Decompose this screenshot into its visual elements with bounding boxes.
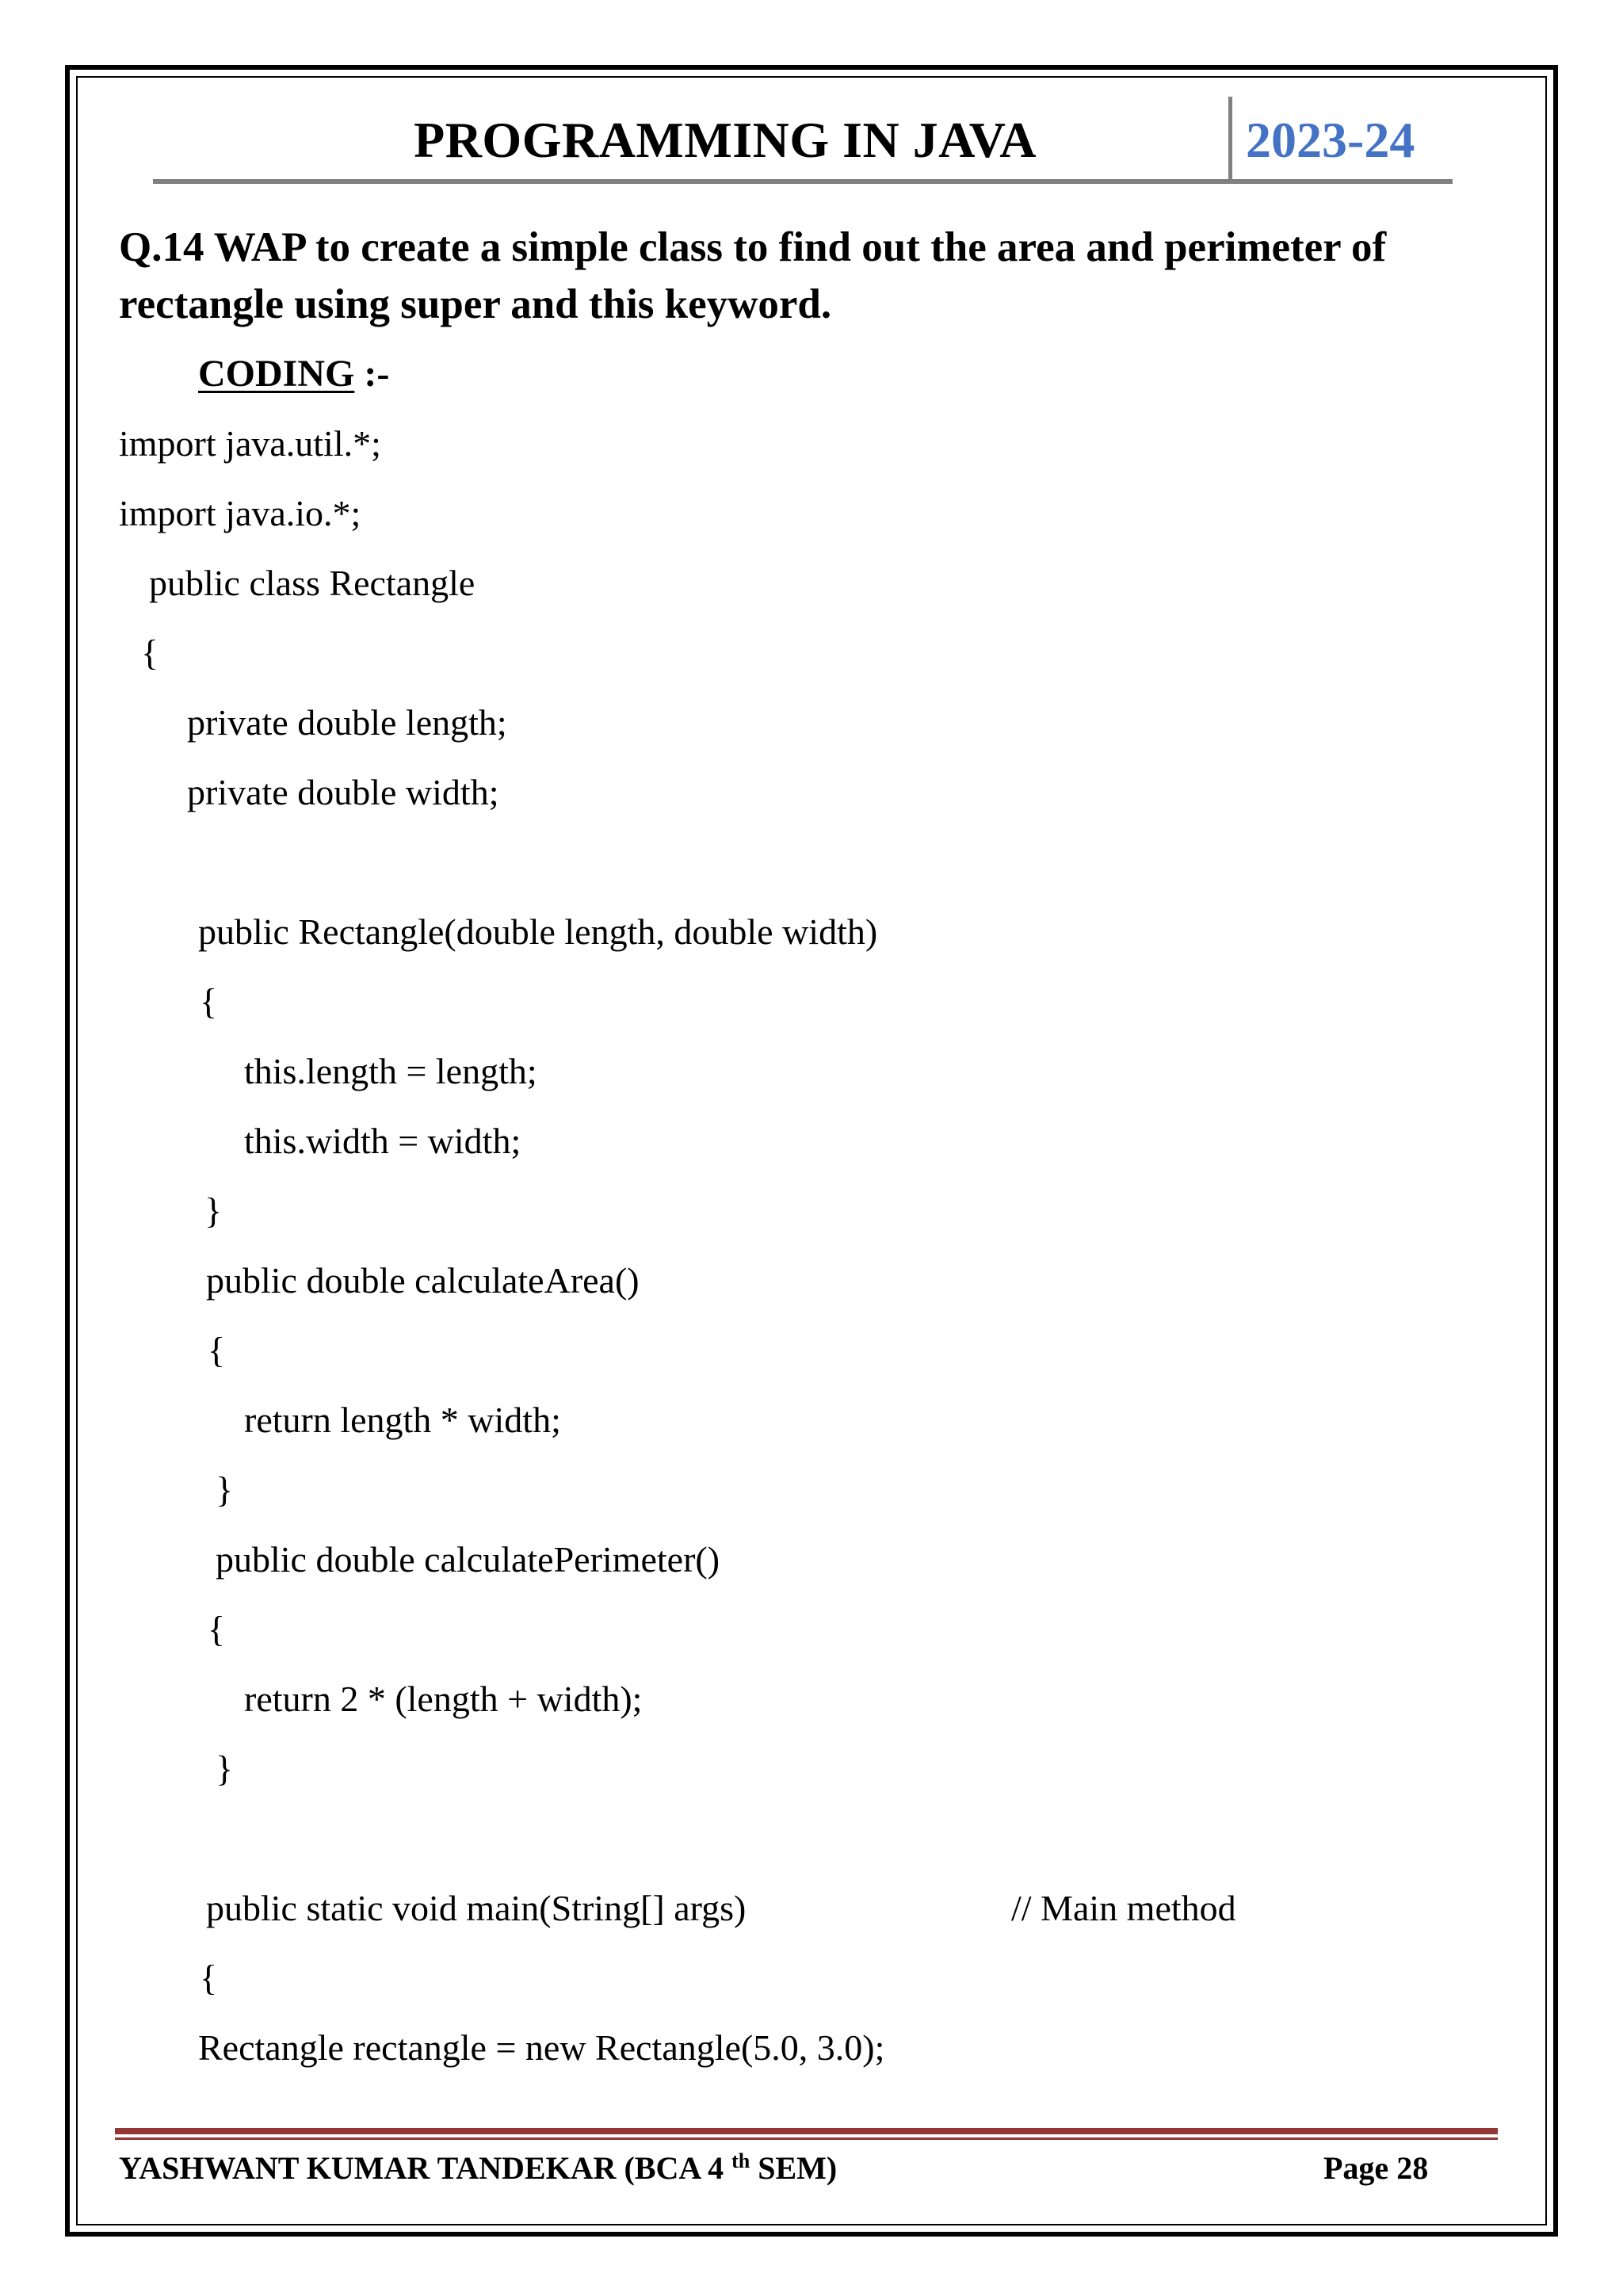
code-line: { xyxy=(208,1330,226,1370)
coding-label: CODING xyxy=(198,353,355,395)
header-title: PROGRAMMING IN JAVA xyxy=(414,112,1037,168)
code-line: public double calculatePerimeter() xyxy=(216,1539,720,1580)
code-line: private double length; xyxy=(187,702,507,743)
code-line: { xyxy=(200,981,218,1022)
code-line: private double width; xyxy=(187,772,499,812)
header-rule xyxy=(153,179,1453,184)
code-line: public static void main(String[] args) xyxy=(206,1888,747,1928)
header-year: 2023-24 xyxy=(1246,112,1415,168)
code-line: public double calculateArea() xyxy=(206,1260,640,1301)
code-line: public class Rectangle xyxy=(149,563,475,603)
header-separator xyxy=(1228,97,1232,184)
page-number: Page 28 xyxy=(1323,2150,1429,2186)
code-line: this.length = length; xyxy=(244,1051,537,1091)
code-line: } xyxy=(216,1469,234,1510)
code-line: { xyxy=(141,632,159,673)
footer-author-suffix: SEM) xyxy=(750,2150,838,2186)
code-line: { xyxy=(208,1609,226,1649)
code-line: import java.util.*; xyxy=(119,423,381,464)
code-line: Rectangle rectangle = new Rectangle(5.0, 3.0); xyxy=(198,2027,885,2068)
main-method-comment: // Main method xyxy=(1011,1888,1236,1928)
code-line: this.width = width; xyxy=(244,1121,521,1161)
footer-rule-thick xyxy=(115,2128,1498,2134)
code-line: { xyxy=(200,1958,218,1998)
code-line: return length * width; xyxy=(244,1400,561,1440)
code-line: return 2 * (length + width); xyxy=(244,1679,643,1719)
code-line: } xyxy=(216,1748,234,1789)
code-line: public Rectangle(double length, double width) xyxy=(198,911,878,952)
footer-author xyxy=(119,2146,837,2191)
code-line: } xyxy=(204,1190,223,1231)
question-text: Q.14 WAP to create a simple class to find out the area and perimeter of rectangle using super and this keyword. xyxy=(119,224,1387,327)
coding-suffix: :- xyxy=(354,353,390,395)
code-line: import java.io.*; xyxy=(119,493,361,533)
footer-author-prefix: YASHWANT KUMAR TANDEKAR (BCA 4 xyxy=(119,2150,732,2186)
footer-author-sup: th xyxy=(731,2149,750,2172)
footer-rule-thin xyxy=(115,2137,1498,2140)
coding-heading xyxy=(198,349,389,399)
